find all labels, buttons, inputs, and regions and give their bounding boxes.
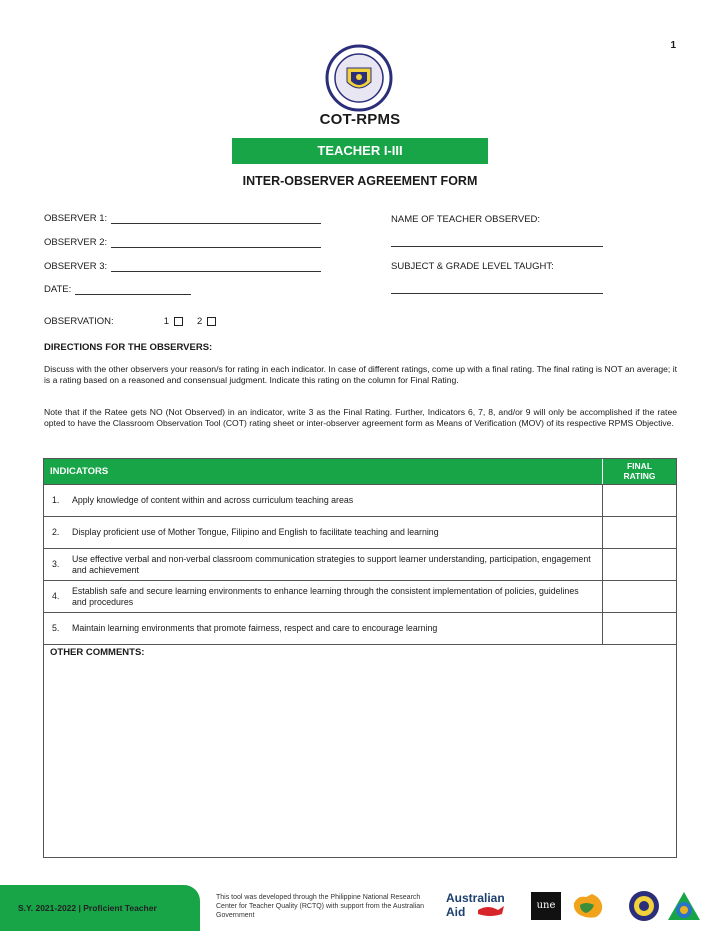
subject-grade-line-wrap[interactable]: [391, 284, 603, 294]
table-row: [44, 580, 676, 612]
directions-paragraph-1: Discuss with the other observers your reason/s for rating in each indicator. In case of different ratings, come up with a final rating. The final rating is NOT an average; it is a rating based on a reasoned and consensual judgment. Indicate this rating on the column for Final Rating.: [44, 364, 677, 385]
footer-school-year-band: S.Y. 2021-2022 | Proficient Teacher: [0, 885, 200, 931]
teacher-observed-label: NAME OF TEACHER OBSERVED:: [391, 214, 541, 225]
final-rating-header-line1: FINAL: [626, 461, 653, 471]
date-label: DATE:: [44, 284, 72, 295]
indicator-text: Establish safe and secure learning environments to enhance learning through the consistent implementation of policies, guidelines and procedures: [72, 585, 579, 607]
observation-checkbox-2[interactable]: [207, 317, 216, 326]
observer2-field[interactable]: [44, 237, 321, 248]
subject-grade-line[interactable]: [391, 284, 603, 294]
final-rating-header-line2: RATING: [623, 471, 656, 481]
observer2-line[interactable]: [111, 238, 321, 248]
deped-seal-logo: [325, 44, 393, 112]
teacher-level-band: TEACHER I-III: [232, 138, 488, 164]
observation-option-1[interactable]: [164, 316, 183, 327]
table-row: [44, 516, 676, 548]
rctq-seal-logo: [628, 890, 660, 922]
indicator-cell: [44, 549, 603, 580]
observer3-label: OBSERVER 3:: [44, 261, 108, 272]
date-field[interactable]: [44, 284, 191, 295]
subject-grade-field: [391, 261, 554, 272]
australian-aid-logo: [444, 888, 522, 922]
indicator-cell: [44, 613, 603, 644]
teacher-observed-line[interactable]: [391, 237, 603, 247]
observation-checkbox-1[interactable]: [174, 317, 183, 326]
final-rating-column-header: [603, 459, 676, 484]
indicator-number: 1.: [52, 495, 60, 505]
table-row: [44, 484, 676, 516]
document-title: COT-RPMS: [319, 111, 401, 128]
indicators-table: [43, 458, 677, 858]
observation-row: [44, 316, 216, 327]
observer3-field[interactable]: [44, 261, 321, 272]
other-comments-label[interactable]: OTHER COMMENTS:: [44, 644, 676, 660]
observation-option-1-label: 1: [163, 316, 169, 327]
table-row: [44, 548, 676, 580]
form-subtitle: INTER-OBSERVER AGREEMENT FORM: [242, 174, 478, 188]
indicator-number: 2.: [52, 527, 60, 537]
aus-aid-line2: Aid: [446, 905, 466, 919]
footer-note: This tool was developed through the Philippine National Research Center for Teacher Quality (RCTQ) with support from the Australian Government: [216, 894, 425, 919]
indicator-cell: [44, 517, 603, 548]
indicator-text: Maintain learning environments that promote fairness, respect and care to encourage learning: [72, 623, 438, 633]
final-rating-cell[interactable]: [603, 581, 676, 612]
table-header: [44, 459, 676, 484]
indicator-text: Display proficient use of Mother Tongue, Filipino and English to facilitate teaching and learning: [72, 527, 439, 537]
observer1-line[interactable]: [111, 214, 321, 224]
date-line[interactable]: [75, 285, 191, 295]
final-rating-cell[interactable]: [603, 549, 676, 580]
directions-heading: DIRECTIONS FOR THE OBSERVERS:: [44, 342, 213, 353]
indicator-number: 5.: [52, 623, 60, 633]
aus-aid-line1: Australian: [446, 891, 505, 905]
indicator-cell: [44, 581, 603, 612]
page-number: 1: [670, 40, 676, 51]
observer3-line[interactable]: [111, 262, 321, 272]
directions-paragraph-2: Note that if the Ratee gets NO (Not Observed) in an indicator, write 3 as the Final Rating. Further, Indicators 6, 7, 8, and/or 9 will only be accomplished if the ratee opted to have the Classroom Observation Tool (COT) rating sheet or inter-observer agreement form as Means of Verification (MOV) of its respective RPMS Objective.: [44, 407, 677, 428]
australia-map-logo: [570, 891, 606, 921]
subject-grade-label: SUBJECT & GRADE LEVEL TAUGHT:: [391, 261, 554, 272]
une-logo: une: [531, 892, 561, 920]
indicator-number: 3.: [52, 559, 60, 569]
teacher-education-council-logo: [666, 890, 702, 922]
observation-option-2[interactable]: [197, 316, 216, 327]
teacher-observed-line-wrap[interactable]: [391, 237, 603, 247]
observer2-label: OBSERVER 2:: [44, 237, 108, 248]
final-rating-cell[interactable]: [603, 517, 676, 548]
indicator-cell: [44, 485, 603, 516]
final-rating-cell[interactable]: [603, 613, 676, 644]
indicator-text: Apply knowledge of content within and across curriculum teaching areas: [72, 495, 354, 505]
indicator-text: Use effective verbal and non-verbal classroom communication strategies to support learner understanding, participation, engagement and achievement: [72, 553, 591, 575]
table-row: [44, 612, 676, 644]
observation-label: OBSERVATION:: [44, 316, 114, 327]
observer1-label: OBSERVER 1:: [44, 213, 108, 224]
observer1-field[interactable]: [44, 213, 321, 224]
observation-option-2-label: 2: [196, 316, 203, 327]
teacher-observed-field: [391, 214, 540, 225]
indicator-number: 4.: [52, 591, 60, 601]
indicators-column-header: INDICATORS: [44, 459, 603, 484]
final-rating-cell[interactable]: [603, 485, 676, 516]
